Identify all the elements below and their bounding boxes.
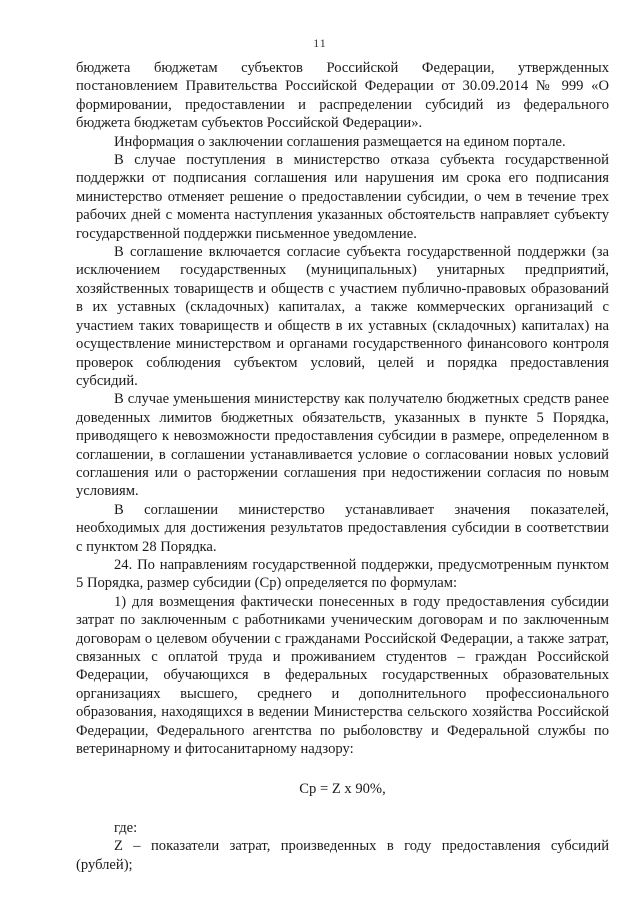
formula-where-label: где: <box>114 819 138 836</box>
paragraph-6: В соглашении министерство устанавливает значения показателей, необходимых для достижения результатов предоставления субсидии в соответствии с пунктом 28 Порядка. <box>76 501 609 555</box>
document-body <box>76 59 609 874</box>
formula-variable-definition: Z – показатели затрат, произведенных в году предоставления субсидий (рублей); <box>76 838 609 873</box>
paragraph-5: В случае уменьшения министерству как получателю бюджетных средств ранее доведенных лимитов бюджетных обязательств, указанных в пункте 5 Порядка, приводящего к невозможности предоставления субсидии в размере, определенном в соглашении, в соглашении устанавливается условие о согласовании новых условий соглашения или о расторжении соглашения при недостижении согласия по новым условиям. <box>76 391 609 500</box>
paragraph-4: В соглашение включается согласие субъекта государственной поддержки (за исключением государственных (муниципальных) унитарных предприятий, хозяйственных товариществ и обществ с участием публично-правовых образований в их уставных (складочных) капиталах, а также коммерческих организаций с участием таких товариществ и обществ в их уставных (складочных) капиталах) на осуществление министерством и органами государственного финансового контроля проверок соблюдения субъектом условий, целей и порядка предоставления субсидий. <box>76 244 609 389</box>
paragraph-8: 1) для возмещения фактически понесенных в году предоставления субсидии затрат по заключенным с работниками ученическим договорам и по заключенным договорам о целевом обучении с гражданами Российской Федерации, а также затрат, связанных с оплатой труда и проживанием студентов – граждан Российской Федерации, обучающихся в федеральных государственных образовательных организациях высшего, среднего и дополнительного профессионального образования, находящихся в ведении Министерства сельского хозяйства Российской Федерации, Федерального агентства по рыболовству и Федеральной службы по ветеринарному и фитосанитарному надзору: <box>76 593 609 758</box>
page-number: 11 <box>313 36 327 50</box>
paragraph-1: бюджета бюджетам субъектов Российской Федерации, утвержденных постановлением Правительства Российской Федерации от 30.09.2014 № 999 «О формировании, предоставлении и распределении субсидий из федерального бюджета бюджетам субъектов Российской Федерации». <box>76 60 609 132</box>
paragraph-7: 24. По направлениям государственной поддержки, предусмотренным пунктом 5 Порядка, размер субсидии (Ср) определяется по формулам: <box>76 556 609 592</box>
formula: Ср = Z х 90%, <box>299 781 386 798</box>
paragraph-3: В случае поступления в министерство отказа субъекта государственной поддержки от подписания соглашения или нарушения им срока его подписания министерство отменяет решение о предоставлении субсидии, о чем в течение трех рабочих дней с момента наступления указанных обстоятельств направляет субъекту государственной поддержки письменное уведомление. <box>76 152 609 242</box>
paragraph-2: Информация о заключении соглашения размещается на едином портале. <box>114 133 566 150</box>
